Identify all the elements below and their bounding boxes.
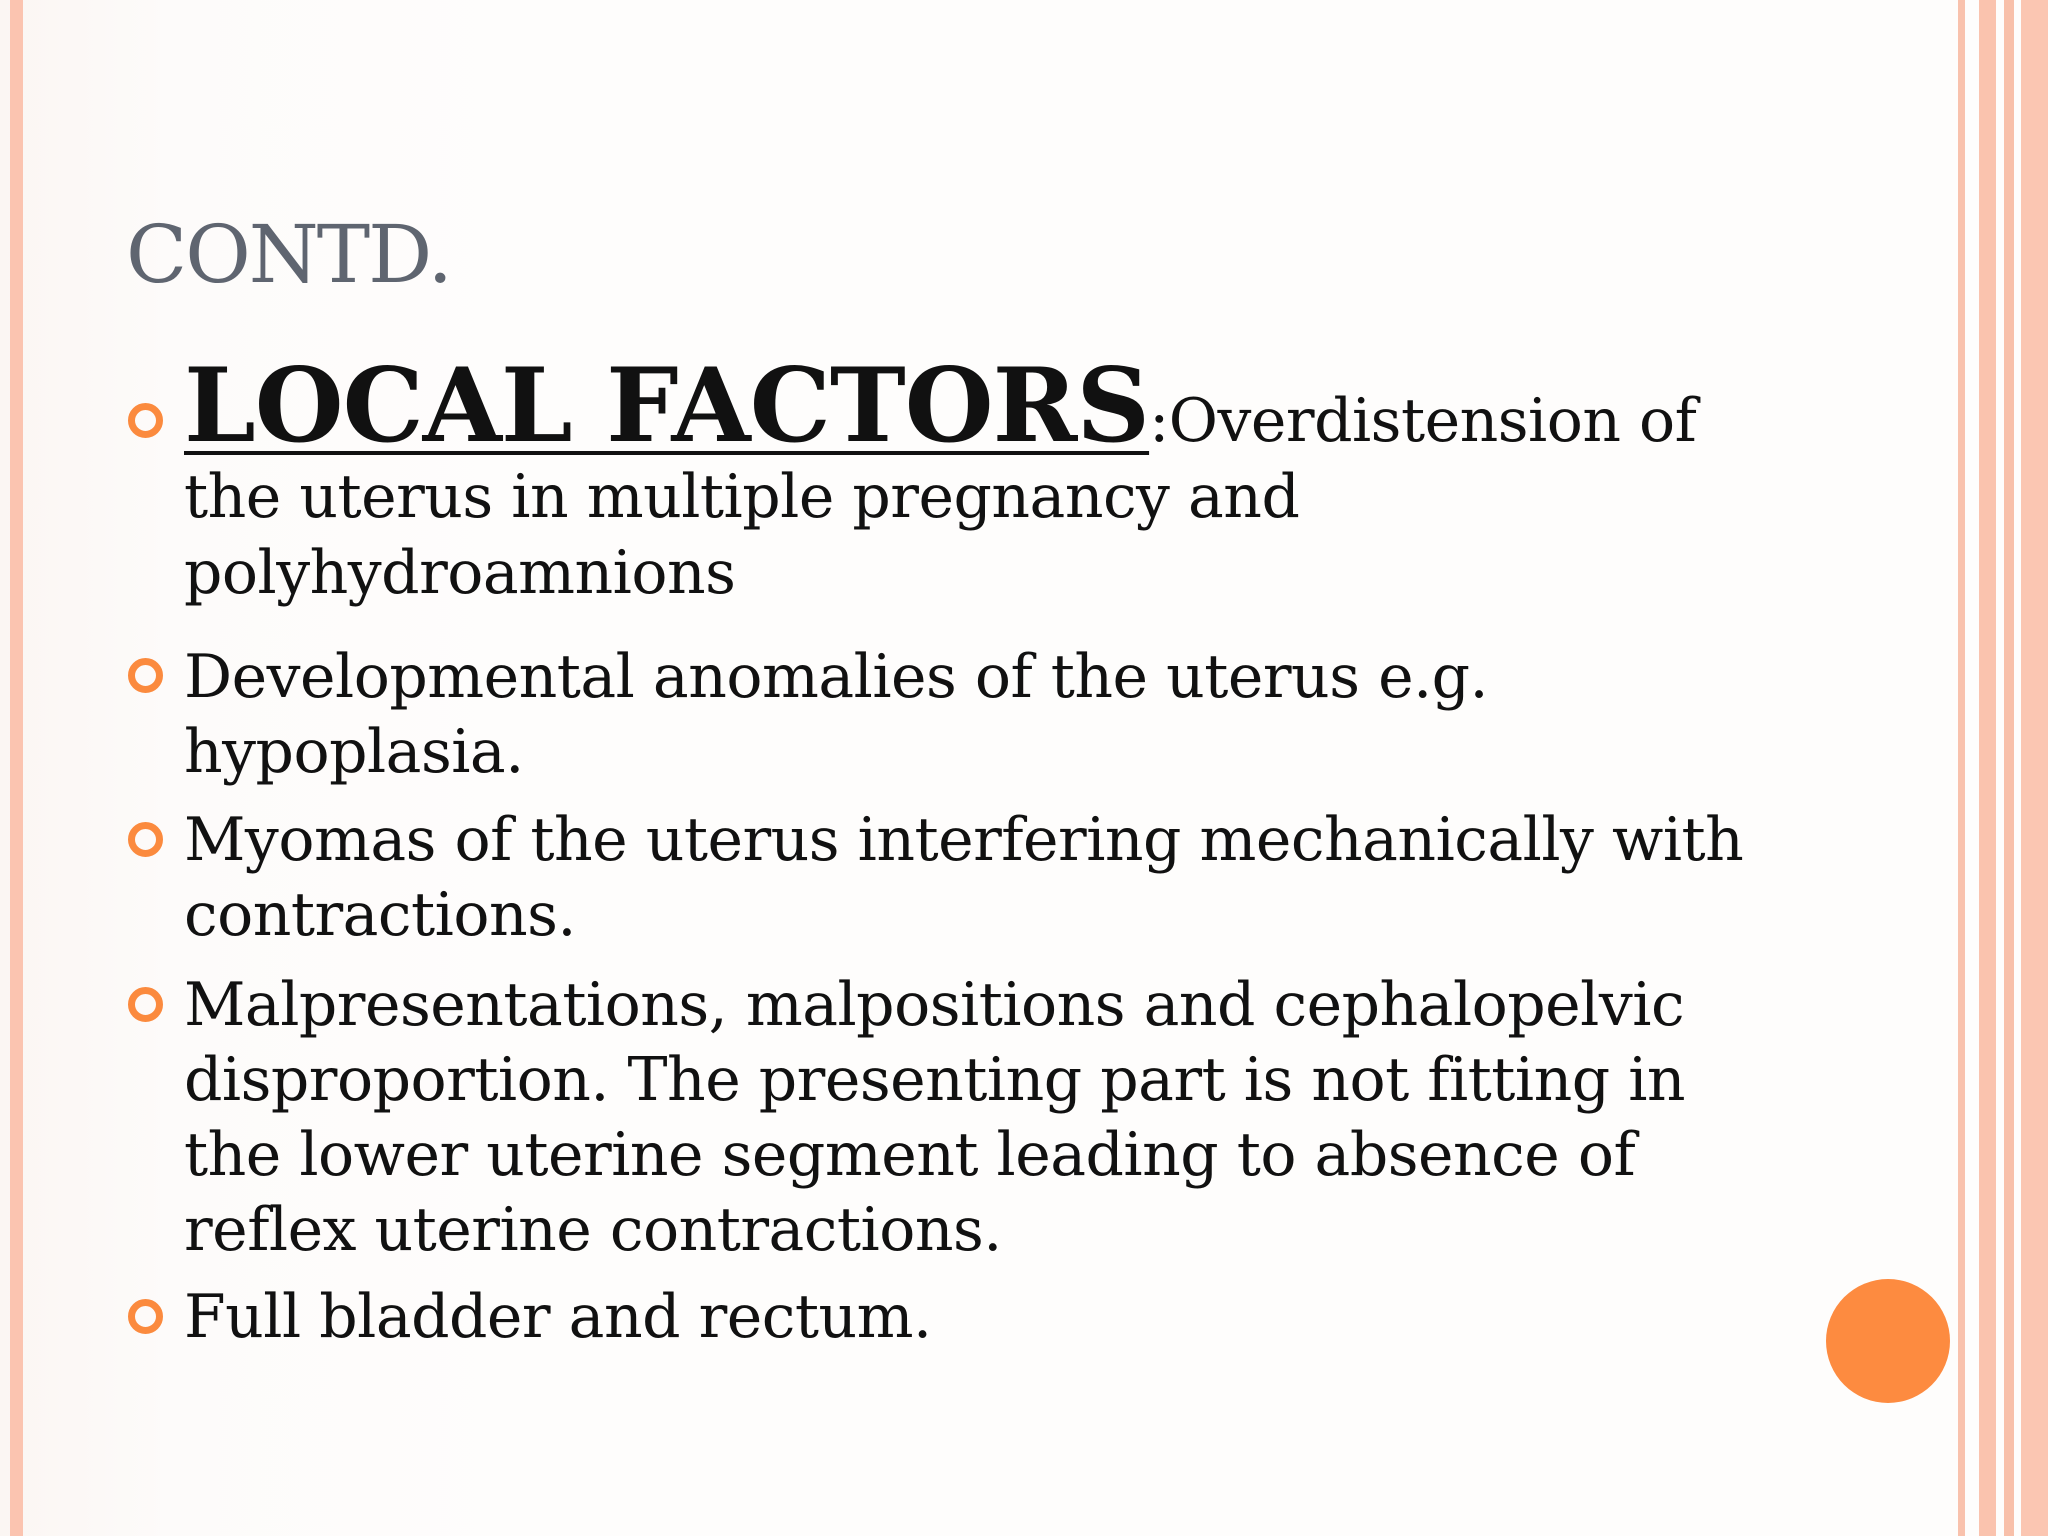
list-item: Developmental anomalies of the uterus e.g. hypoplasia.	[184, 642, 1489, 787]
right-border-stripe	[2021, 0, 2048, 1536]
ring-bullet-icon	[128, 1299, 163, 1334]
list-item	[184, 346, 1764, 611]
local-factors-heading: LOCAL FACTORS	[184, 346, 1150, 466]
right-border-stripe	[1979, 0, 1996, 1536]
list-item: Malpresentations, malpositions and cephalopelvic disproportion. The presenting part is not fitting in the lower uterine segment leading to absence of reflex uterine contractions.	[184, 970, 1686, 1265]
list-item: Full bladder and rectum.	[184, 1282, 932, 1352]
left-border-stripe	[10, 0, 23, 1536]
right-border-stripe	[2004, 0, 2014, 1536]
ring-bullet-icon	[128, 658, 163, 693]
list-item: Myomas of the uterus interfering mechanically with contractions.	[184, 805, 1744, 950]
right-border-stripe	[1958, 0, 1965, 1536]
slide-title: CONTD.	[126, 208, 451, 301]
orange-circle-icon	[1826, 1279, 1950, 1403]
list-item-text: :Overdistension of the uterus in multiple pregnancy and polyhydroamnions	[184, 386, 1697, 608]
ring-bullet-icon	[128, 822, 163, 857]
ring-bullet-icon	[128, 403, 163, 438]
ring-bullet-icon	[128, 987, 163, 1022]
